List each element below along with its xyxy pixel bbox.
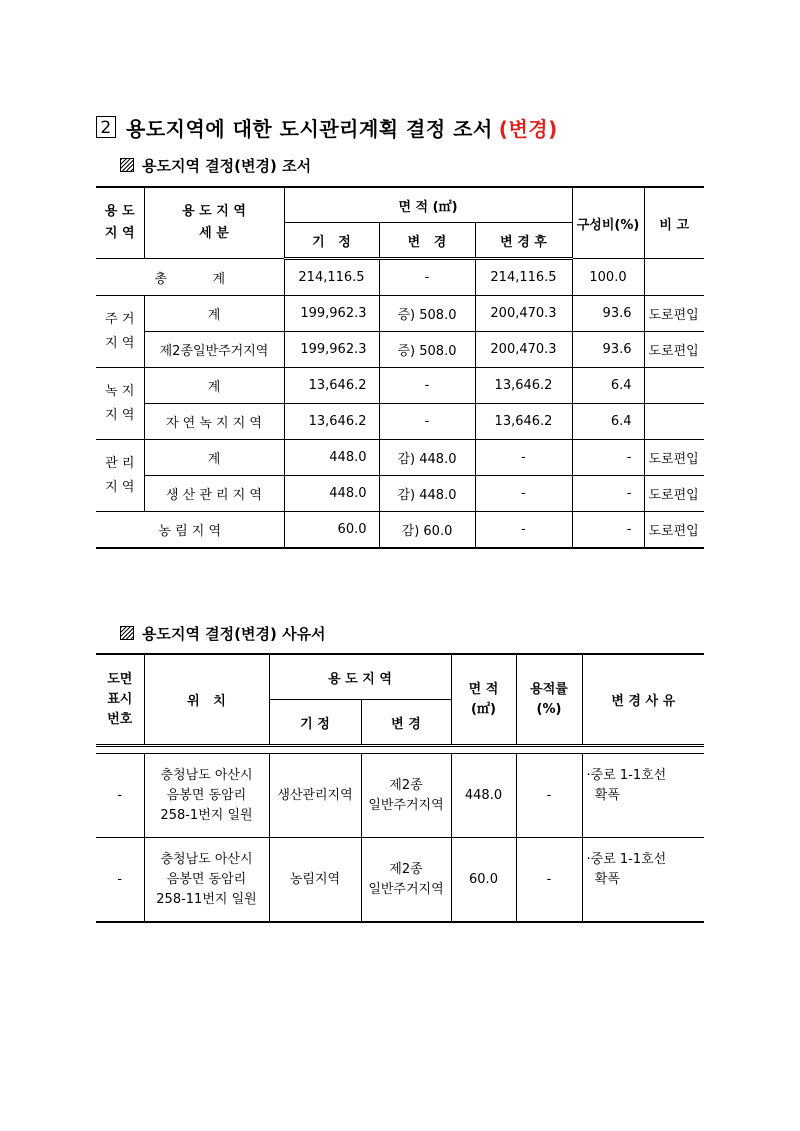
farm-existing: 60.0 <box>284 512 379 549</box>
group-name-line: 녹 지 <box>105 383 135 399</box>
section1-heading-text: 용도지역 결정(변경) 조서 <box>142 156 312 175</box>
table-row-farm <box>96 512 704 549</box>
table-row <box>96 368 704 404</box>
row-detail: 제2종일반주거지역 <box>144 332 284 368</box>
total-existing: 214,116.5 <box>284 259 379 296</box>
section-number: 2 <box>96 116 116 138</box>
row-existing: 13,646.2 <box>284 404 379 440</box>
row-change: 제2종 일반주거지역 <box>361 754 451 838</box>
group-name-line: 지 역 <box>105 407 135 423</box>
row-change: 증) 508.0 <box>379 296 475 332</box>
farm-label: 농 림 지 역 <box>96 512 284 549</box>
group-name-line: 지 역 <box>105 335 135 351</box>
zoning-decision-table <box>96 186 704 549</box>
row-area: 448.0 <box>451 754 516 838</box>
total-label: 총 계 <box>96 259 284 296</box>
farm-change: 감) 60.0 <box>379 512 475 549</box>
row-ratio: 6.4 <box>572 368 644 404</box>
total-ratio: 100.0 <box>572 259 644 296</box>
row-map-no: - <box>96 754 144 838</box>
row-location: 충청남도 아산시 음봉면 동암리 258-11번지 일원 <box>144 838 269 923</box>
row-ratio: - <box>572 476 644 512</box>
row-note: 도로편입 <box>644 440 704 476</box>
header-change: 변 경 <box>361 700 451 746</box>
row-note <box>644 404 704 440</box>
row-after: 13,646.2 <box>475 368 572 404</box>
header-area: 면 적 (㎡) <box>451 654 516 746</box>
row-after: 200,470.3 <box>475 296 572 332</box>
section2-heading-text: 용도지역 결정(변경) 사유서 <box>142 624 326 643</box>
header-area: 면 적 (㎡) <box>284 187 572 223</box>
row-location: 충청남도 아산시 음봉면 동암리 258-1번지 일원 <box>144 754 269 838</box>
row-existing: 448.0 <box>284 476 379 512</box>
header-divider <box>96 746 704 754</box>
hatched-square-icon <box>120 158 134 172</box>
document-title <box>96 113 558 141</box>
row-existing: 농림지역 <box>269 838 361 923</box>
row-change: 감) 448.0 <box>379 476 475 512</box>
farm-ratio: - <box>572 512 644 549</box>
header-zone-detail: 용 도 지 역 세 분 <box>144 187 284 259</box>
row-after: 200,470.3 <box>475 332 572 368</box>
double-rule <box>96 746 704 754</box>
row-note: 도로편입 <box>644 332 704 368</box>
header-ratio: 구성비(%) <box>572 187 644 259</box>
row-detail: 계 <box>144 440 284 476</box>
header-zone: 용 도 지 역 <box>96 187 144 259</box>
row-existing: 생산관리지역 <box>269 754 361 838</box>
row-change: - <box>379 368 475 404</box>
zoning-reason-table <box>96 653 704 923</box>
row-note: 도로편입 <box>644 296 704 332</box>
header-location: 위 치 <box>144 654 269 746</box>
row-ratio: - <box>572 440 644 476</box>
total-change: - <box>379 259 475 296</box>
row-change: 증) 508.0 <box>379 332 475 368</box>
section2-heading <box>120 622 326 644</box>
row-far: - <box>516 754 582 838</box>
row-detail: 생 산 관 리 지 역 <box>144 476 284 512</box>
header-existing: 기 정 <box>284 223 379 259</box>
group-green-name <box>96 368 144 440</box>
table-row <box>96 838 704 923</box>
hatched-square-icon <box>120 626 134 640</box>
row-after: - <box>475 476 572 512</box>
row-ratio: 6.4 <box>572 404 644 440</box>
row-ratio: 93.6 <box>572 296 644 332</box>
row-existing: 448.0 <box>284 440 379 476</box>
group-name-line: 지 역 <box>105 479 135 495</box>
total-after: 214,116.5 <box>475 259 572 296</box>
row-detail: 계 <box>144 368 284 404</box>
row-existing: 13,646.2 <box>284 368 379 404</box>
title-highlight: (변경) <box>498 116 558 141</box>
header-map-no: 도면 표시 번호 <box>96 654 144 746</box>
header-note: 비 고 <box>644 187 704 259</box>
row-far: - <box>516 838 582 923</box>
row-note: 도로편입 <box>644 476 704 512</box>
group-residential-name <box>96 296 144 368</box>
table-row <box>96 440 704 476</box>
row-change: 감) 448.0 <box>379 440 475 476</box>
row-after: 13,646.2 <box>475 404 572 440</box>
group-management-name <box>96 440 144 512</box>
table-row <box>96 296 704 332</box>
row-area: 60.0 <box>451 838 516 923</box>
header-existing: 기 정 <box>269 700 361 746</box>
farm-after: - <box>475 512 572 549</box>
row-detail: 자 연 녹 지 지 역 <box>144 404 284 440</box>
title-text: 용도지역에 대한 도시관리계획 결정 조서 <box>126 116 493 141</box>
header-zone: 용 도 지 역 <box>269 654 451 700</box>
header-far: 용적률 (%) <box>516 654 582 746</box>
table-row <box>96 332 704 368</box>
total-note <box>644 259 704 296</box>
row-existing: 199,962.3 <box>284 332 379 368</box>
section1-heading <box>120 154 311 176</box>
row-detail: 계 <box>144 296 284 332</box>
header-reason: 변 경 사 유 <box>582 654 704 746</box>
header-change: 변 경 <box>379 223 475 259</box>
row-existing: 199,962.3 <box>284 296 379 332</box>
row-ratio: 93.6 <box>572 332 644 368</box>
row-after: - <box>475 440 572 476</box>
header-after: 변 경 후 <box>475 223 572 259</box>
table-row <box>96 404 704 440</box>
group-name-line: 주 거 <box>105 311 135 327</box>
farm-note: 도로편입 <box>644 512 704 549</box>
row-change: - <box>379 404 475 440</box>
row-reason: ·중로 1-1호선 확폭 <box>582 754 704 838</box>
row-reason: ·중로 1-1호선 확폭 <box>582 838 704 923</box>
table-row <box>96 754 704 838</box>
row-change: 제2종 일반주거지역 <box>361 838 451 923</box>
group-name-line: 관 리 <box>105 455 135 471</box>
table-row <box>96 476 704 512</box>
row-note <box>644 368 704 404</box>
table-row-total <box>96 259 704 296</box>
row-map-no: - <box>96 838 144 923</box>
